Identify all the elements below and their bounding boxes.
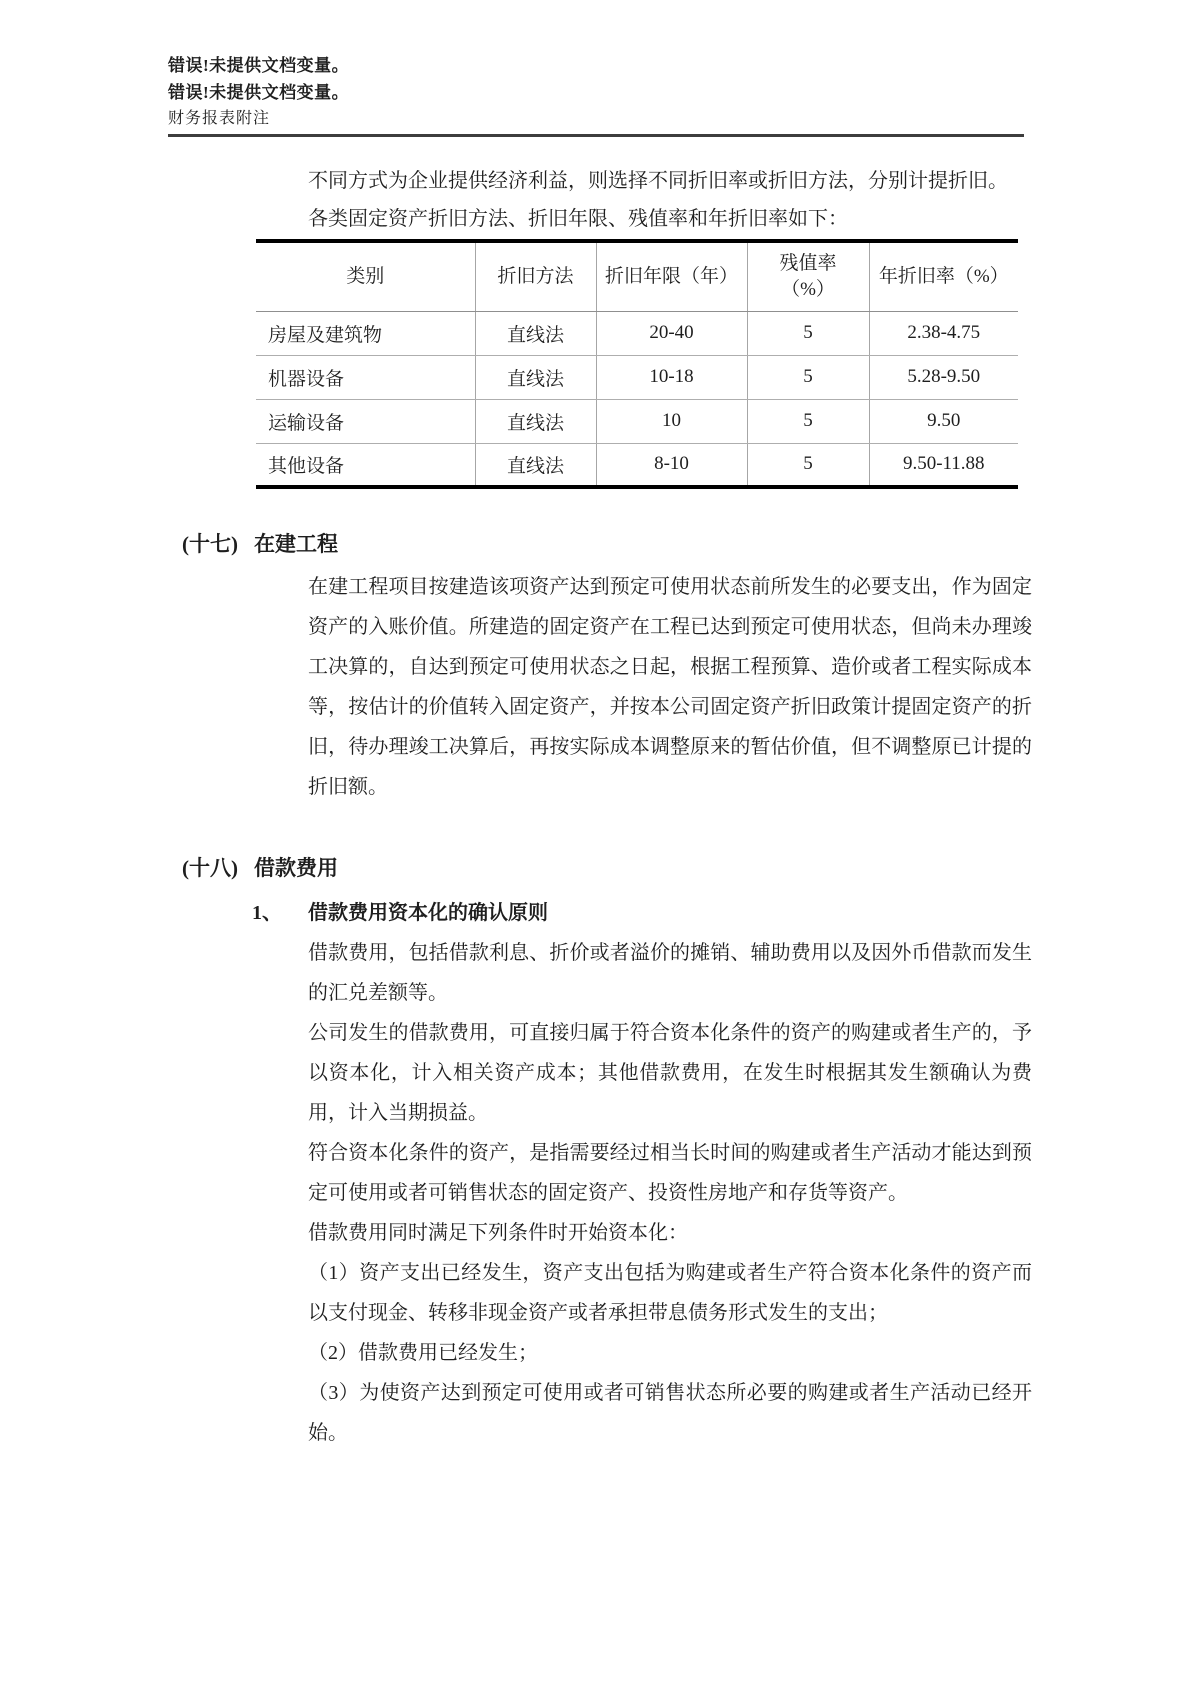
cell-method: 直线法 <box>475 399 596 443</box>
section-17-title: 在建工程 <box>254 532 338 556</box>
body-paragraph: 公司发生的借款费用，可直接归属于符合资本化条件的资产的购建或者生产的，予以资本化，计入相关资产成本；其他借款费用，在发生时根据其发生额确认为费用，计入当期损益。 <box>308 1022 1032 1124</box>
cell-method: 直线法 <box>475 355 596 399</box>
body-paragraph: 符合资本化条件的资产，是指需要经过相当长时间的购建或者生产活动才能达到预定可使用或者可销售状态的固定资产、投资性房地产和存货等资产。 <box>308 1142 1032 1204</box>
subsection-1-body <box>308 933 1032 1453</box>
cell-years: 8-10 <box>596 443 747 487</box>
table-header-residual <box>747 241 869 311</box>
cell-rate: 9.50-11.88 <box>902 453 985 475</box>
table-header-method: 折旧方法 <box>475 241 596 311</box>
depreciation-table-header <box>256 241 1018 311</box>
cell-rate: 5.28-9.50 <box>869 355 1018 399</box>
body-paragraph: （1）资产支出已经发生，资产支出包括为购建或者生产符合资本化条件的资产而以支付现金、转移非现金资产或者承担带息债务形式发生的支出； <box>308 1262 1032 1324</box>
section-18 <box>168 853 1032 1453</box>
header-subtitle: 财务报表附注 <box>168 110 271 127</box>
intro-paragraph: 不同方式为企业提供经济利益，则选择不同折旧率或折旧方法，分别计提折旧。 <box>308 170 1008 192</box>
cell-rate: 2.38-4.75 <box>869 311 1018 355</box>
table-row <box>256 311 1018 355</box>
subsection-1-number: 1、 <box>252 902 282 924</box>
table-header-annual-rate: 年折旧率（%） <box>869 241 1018 311</box>
section-17 <box>168 529 1032 807</box>
table-header-row <box>256 241 1018 311</box>
table-row <box>256 443 1018 487</box>
section-18-number: (十八) <box>182 856 238 880</box>
table-header-residual-line1: 残值率 <box>779 252 837 274</box>
cell-method: 直线法 <box>475 311 596 355</box>
cell-years: 20-40 <box>596 311 747 355</box>
document-header <box>168 52 1032 137</box>
header-error-line-1: 错误!未提供文档变量。 <box>168 56 350 75</box>
header-divider-rule <box>168 134 1024 137</box>
cell-residual: 5 <box>747 311 869 355</box>
cell-years: 10 <box>596 399 747 443</box>
depreciation-table <box>256 239 1018 489</box>
intro-block <box>308 161 1032 237</box>
cell-residual: 5 <box>747 443 869 487</box>
section-18-heading <box>182 853 1032 883</box>
cell-residual: 5 <box>747 399 869 443</box>
cell-category: 运输设备 <box>256 399 475 443</box>
depreciation-table-caption: 各类固定资产折旧方法、折旧年限、残值率和年折旧率如下： <box>308 208 848 230</box>
cell-category: 其他设备 <box>256 443 475 487</box>
header-error-line-2: 错误!未提供文档变量。 <box>168 83 350 102</box>
cell-residual: 5 <box>747 355 869 399</box>
table-header-residual-line2: （%） <box>781 278 835 300</box>
table-row <box>256 355 1018 399</box>
cell-category: 房屋及建筑物 <box>256 311 475 355</box>
body-paragraph: （3）为使资产达到预定可使用或者可销售状态所必要的购建或者生产活动已经开始。 <box>308 1382 1032 1444</box>
cell-category: 机器设备 <box>256 355 475 399</box>
section-17-number: (十七) <box>182 532 238 556</box>
cell-rate: 9.50 <box>869 399 1018 443</box>
table-header-category: 类别 <box>256 241 475 311</box>
section-17-heading <box>182 529 1032 559</box>
body-paragraph: 借款费用同时满足下列条件时开始资本化： <box>308 1222 688 1244</box>
subsection-1-heading <box>252 893 1032 933</box>
body-paragraph: （2）借款费用已经发生； <box>308 1342 538 1364</box>
body-paragraph: 借款费用，包括借款利息、折价或者溢价的摊销、辅助费用以及因外币借款而发生的汇兑差额等。 <box>308 942 1032 1004</box>
section-17-paragraph: 在建工程项目按建造该项资产达到预定可使用状态前所发生的必要支出，作为固定资产的入账价值。所建造的固定资产在工程已达到预定可使用状态，但尚未办理竣工决算的，自达到预定可使用状态之日起，根据工程预算、造价或者工程实际成本等，按估计的价值转入固定资产，并按本公司固定资产折旧政策计提固定资产的折旧，待办理竣工决算后，再按实际成本调整原来的暂估价值，但不调整原已计提的折旧额。 <box>308 576 1032 798</box>
table-row <box>256 399 1018 443</box>
table-header-years: 折旧年限（年） <box>596 241 747 311</box>
cell-method: 直线法 <box>475 443 596 487</box>
cell-years: 10-18 <box>596 355 747 399</box>
section-18-title: 借款费用 <box>254 856 338 880</box>
subsection-1-title: 借款费用资本化的确认原则 <box>308 902 548 924</box>
